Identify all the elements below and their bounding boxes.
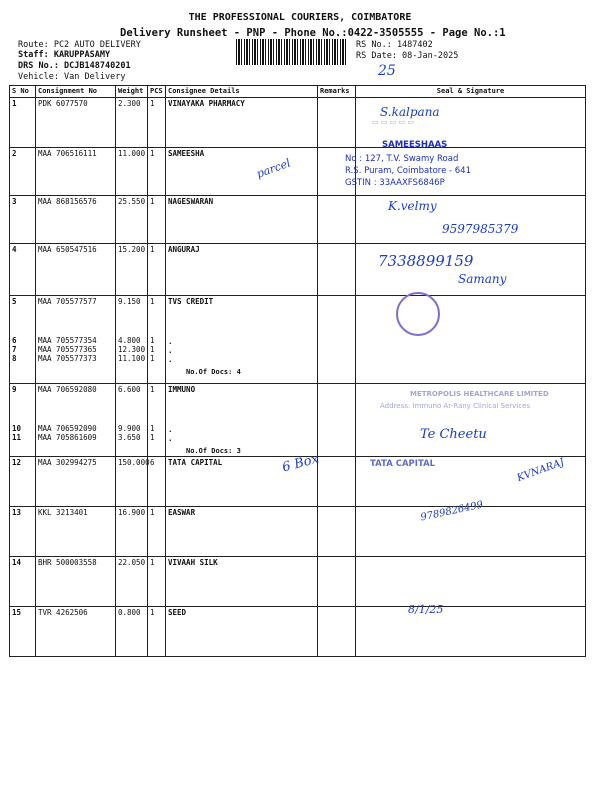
item-sno: 11 (12, 433, 22, 442)
cell-consignment (36, 244, 116, 296)
consignee-name: IMMUNO (168, 385, 196, 394)
consignee-name: VINAYAKA PHARMACY (168, 99, 245, 108)
handwritten-count: 25 (378, 63, 396, 79)
item-wt: 11.000 (118, 149, 146, 158)
cell-sno (10, 296, 36, 384)
cell-weight (116, 457, 148, 507)
cell-pcs (148, 148, 166, 196)
table-row (10, 148, 586, 196)
col-header-remarks: Remarks (318, 86, 356, 98)
item-wt: 16.900 (118, 508, 146, 517)
phone-row-13: 9789826499 (419, 499, 485, 524)
table-row (10, 557, 586, 607)
cell-pcs (148, 557, 166, 607)
item-cn: MAA 705577577 (38, 297, 97, 306)
item-pcs: 1 (150, 345, 155, 354)
continuation-dot: · (168, 339, 173, 348)
cell-pcs (148, 244, 166, 296)
cell-sno (10, 607, 36, 657)
stamp-name-row-9: METROPOLIS HEALTHCARE LIMITED (410, 390, 549, 398)
cell-weight (116, 244, 148, 296)
item-sno: 6 (12, 336, 17, 345)
item-wt: 4.800 (118, 336, 141, 345)
consignee-name: SEED (168, 608, 187, 617)
handwritten-note-row-2: parcel (254, 156, 293, 181)
item-wt: 3.650 (118, 433, 141, 442)
round-stamp-row-5 (396, 292, 440, 336)
cell-consignment (36, 98, 116, 148)
stamp-line-row-9: Address: Immuno Ar-Rany Clinical Services (380, 402, 531, 410)
cell-pcs (148, 296, 166, 384)
cell-consignment (36, 384, 116, 457)
cell-consignee (166, 196, 318, 244)
phone-row-4: 7338899159 (378, 252, 474, 270)
cell-weight (116, 196, 148, 244)
runsheet-subtitle: Delivery Runsheet - PNP - Phone No.:0422-3505555 - Page No.:1 (120, 27, 506, 39)
cell-weight (116, 384, 148, 457)
cell-remarks (318, 296, 356, 384)
item-sno: 10 (12, 424, 22, 433)
item-wt: 15.200 (118, 245, 146, 254)
table-row (10, 607, 586, 657)
item-pcs: 1 (150, 336, 155, 345)
cell-remarks (318, 98, 356, 148)
cell-pcs (148, 507, 166, 557)
cell-consignment (36, 296, 116, 384)
item-cn: MAA 705577373 (38, 354, 97, 363)
item-pcs: 1 (150, 433, 155, 442)
signature-row-12: KVNARAJ (515, 456, 566, 485)
col-header-pcs: PCS (148, 86, 166, 98)
item-pcs: 1 (150, 608, 155, 617)
table-row (10, 196, 586, 244)
route-label: Route: PC2 AUTO DELIVERY (18, 40, 141, 50)
item-cn: MAA 705577354 (38, 336, 97, 345)
table-row (10, 296, 586, 384)
docs-count: No.Of Docs: 4 (186, 368, 241, 376)
consignee-name: NAGESWARAN (168, 197, 214, 206)
drs-number: DRS No.: DCJB148740201 (18, 61, 131, 71)
item-sno: 7 (12, 345, 17, 354)
col-header-signature: Seal & Signature (356, 86, 586, 98)
item-cn: MAA 650547516 (38, 245, 97, 254)
consignee-name: VIVAAH SILK (168, 558, 218, 567)
table-row (10, 244, 586, 296)
item-wt: 11.100 (118, 354, 146, 363)
staff-label: Staff: KARUPPASAMY (18, 50, 111, 60)
continuation-dot: · (168, 348, 173, 357)
cell-weight (116, 507, 148, 557)
docs-count: No.Of Docs: 3 (186, 447, 241, 455)
pharmacy-stamp: ▭ ▭ ▭ ▭ ▭ (372, 118, 414, 126)
col-header-sno: S No (10, 86, 36, 98)
cell-consignee (166, 607, 318, 657)
item-cn: KKL 3213401 (38, 508, 88, 517)
item-sno: 9 (12, 385, 17, 394)
item-wt: 22.050 (118, 558, 146, 567)
item-pcs: 1 (150, 197, 155, 206)
cell-remarks (318, 607, 356, 657)
table-row (10, 507, 586, 557)
item-cn: MAA 705861609 (38, 433, 97, 442)
cell-remarks (318, 196, 356, 244)
cell-consignment (36, 196, 116, 244)
cell-signature (356, 296, 586, 384)
cell-consignment (36, 148, 116, 196)
cell-consignment (36, 607, 116, 657)
item-cn: MAA 302994275 (38, 458, 97, 467)
item-cn: MAA 706592090 (38, 424, 97, 433)
cell-sno (10, 507, 36, 557)
item-cn: BHR 500003558 (38, 558, 97, 567)
stamp-line3-row-2: GSTIN : 33AAXFS6846P (345, 178, 445, 188)
cell-sno (10, 557, 36, 607)
item-wt: 6.600 (118, 385, 141, 394)
cell-sno (10, 457, 36, 507)
cell-sno (10, 384, 36, 457)
cell-consignment (36, 557, 116, 607)
item-sno: 8 (12, 354, 17, 363)
stamp-line1-row-2: No : 127, T.V. Swamy Road (345, 154, 459, 164)
item-wt: 0.800 (118, 608, 141, 617)
consignee-name: TVS CREDIT (168, 297, 214, 306)
signature-row-1: S.kalpana (380, 105, 440, 119)
company-title: THE PROFESSIONAL COURIERS, COIMBATORE (188, 12, 412, 23)
item-sno: 12 (12, 458, 22, 467)
cell-remarks (318, 457, 356, 507)
cell-consignee (166, 296, 318, 384)
cell-sno (10, 98, 36, 148)
signature-row-9: Te Cheetu (420, 427, 487, 442)
item-pcs: 1 (150, 424, 155, 433)
cell-consignee (166, 98, 318, 148)
table-row (10, 98, 586, 148)
consignee-name: ANGURAJ (168, 245, 200, 254)
item-sno: 13 (12, 508, 22, 517)
cell-weight (116, 98, 148, 148)
consignee-name: EASWAR (168, 508, 196, 517)
col-header-consignee: Consignee Details (166, 86, 318, 98)
cell-pcs (148, 457, 166, 507)
stamp-name-row-2: SAMEESHAAS (382, 140, 448, 150)
consignee-name: TATA CAPITAL (168, 458, 223, 467)
item-pcs: 1 (150, 99, 155, 108)
item-cn: MAA 705577365 (38, 345, 97, 354)
item-sno: 14 (12, 558, 22, 567)
item-pcs: 1 (150, 508, 155, 517)
item-cn: TVR 4262506 (38, 608, 88, 617)
cell-sno (10, 244, 36, 296)
cell-weight (116, 607, 148, 657)
table-header-row (10, 86, 586, 98)
cell-remarks (318, 384, 356, 457)
barcode-image (236, 39, 348, 65)
item-pcs: 1 (150, 245, 155, 254)
signature-row-4: Samany (458, 272, 507, 286)
item-sno: 3 (12, 197, 17, 206)
cell-consignee (166, 244, 318, 296)
vehicle-label: Vehicle: Van Delivery (18, 72, 126, 82)
item-cn: MAA 706516111 (38, 149, 97, 158)
item-cn: MAA 868156576 (38, 197, 97, 206)
phone-row-3: 9597985379 (442, 222, 519, 236)
rs-number: RS No.: 1487402 (356, 40, 433, 50)
item-cn: PDK 6077570 (38, 99, 88, 108)
col-header-weight: Weight (116, 86, 148, 98)
item-wt: 25.550 (118, 197, 146, 206)
cell-consignee (166, 384, 318, 457)
col-header-consignment: Consignment No (36, 86, 116, 98)
cell-sno (10, 148, 36, 196)
rs-date: RS Date: 08-Jan-2025 (356, 51, 459, 61)
item-pcs: 1 (150, 558, 155, 567)
item-wt: 150.000 (118, 458, 150, 467)
cell-pcs (148, 196, 166, 244)
item-sno: 4 (12, 245, 17, 254)
cell-consignee (166, 148, 318, 196)
continuation-dot: · (168, 427, 173, 436)
item-sno: 15 (12, 608, 22, 617)
cell-pcs (148, 384, 166, 457)
cell-weight (116, 148, 148, 196)
item-pcs: 1 (150, 149, 155, 158)
item-cn: MAA 706592080 (38, 385, 97, 394)
item-sno: 5 (12, 297, 17, 306)
continuation-dot: · (168, 436, 173, 445)
item-wt: 9.150 (118, 297, 141, 306)
item-pcs: 6 (150, 458, 155, 467)
stamp-line2-row-2: R.S. Puram, Coimbatore - 641 (345, 166, 472, 176)
cell-remarks (318, 557, 356, 607)
cell-remarks (318, 507, 356, 557)
item-sno: 1 (12, 99, 17, 108)
cell-sno (10, 196, 36, 244)
item-pcs: 1 (150, 297, 155, 306)
cell-weight (116, 296, 148, 384)
cell-weight (116, 557, 148, 607)
cell-signature (356, 557, 586, 607)
cell-consignee (166, 507, 318, 557)
handwritten-note-row-12: 6 Box (280, 451, 321, 476)
item-wt: 2.300 (118, 99, 141, 108)
consignee-name: SAMEESHA (168, 149, 205, 158)
cell-consignee (166, 557, 318, 607)
signature-row-3: K.velmy (388, 199, 437, 213)
cell-pcs (148, 98, 166, 148)
cell-pcs (148, 607, 166, 657)
stamp-name-row-12: TATA CAPITAL (370, 459, 436, 469)
cell-consignment (36, 457, 116, 507)
cell-signature (356, 607, 586, 657)
item-pcs: 1 (150, 354, 155, 363)
item-pcs: 1 (150, 385, 155, 394)
item-sno: 2 (12, 149, 17, 158)
signature-row-15: 8/1/25 (408, 603, 444, 616)
runsheet-table (9, 85, 586, 657)
cell-remarks (318, 244, 356, 296)
continuation-dot: · (168, 357, 173, 366)
item-wt: 12.300 (118, 345, 146, 354)
cell-signature (356, 507, 586, 557)
item-wt: 9.900 (118, 424, 141, 433)
cell-consignment (36, 507, 116, 557)
